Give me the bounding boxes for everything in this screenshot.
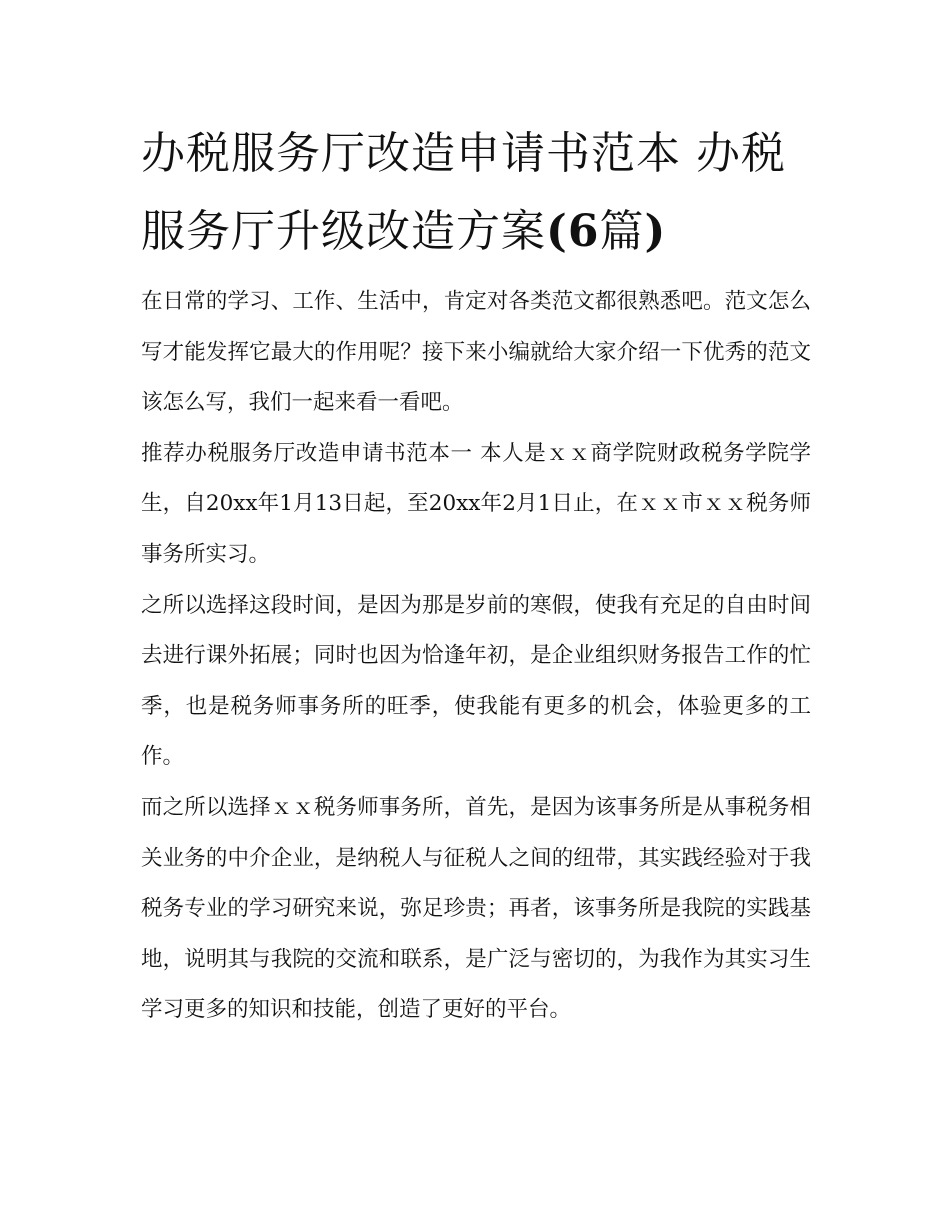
- title-count-unit: 篇: [599, 206, 645, 257]
- document-page: [141, 115, 811, 1036]
- body-paragraph-2: 之所以选择这段时间，是因为那是岁前的寒假，使我有充足的自由时间去进行课外拓展；同时也因为恰逢年初，是企业组织财务报告工作的忙季，也是税务师事务所的旺季，使我能有更多的机会，体验更多的工作。: [141, 592, 811, 770]
- document-title: [141, 115, 811, 271]
- intro-paragraph: 在日常的学习、工作、生活中，肯定对各类范文都很熟悉吧。范文怎么写才能发挥它最大的作用呢？接下来小编就给大家介绍一下优秀的范文该怎么写，我们一起来看一看吧。: [141, 289, 811, 416]
- title-count-close: ): [644, 206, 667, 257]
- title-count-open: (6: [546, 206, 600, 257]
- title-text: 办税服务厅改造申请书范本 办税服务厅升级改造方案: [141, 128, 786, 257]
- body-paragraph-3: 而之所以选择ｘｘ税务师事务所，首先，是因为该事务所是从事税务相关业务的中介企业，是纳税人与征税人之间的纽带，其实践经验对于我税务专业的学习研究来说，弥足珍贵；再者，该事务所是我院的实践基地，说明其与我院的交流和联系，是广泛与密切的，为我作为其实习生学习更多的知识和技能，创造了更好的平台。: [141, 794, 811, 1023]
- body-paragraph-1: 推荐办税服务厅改造申请书范本一 本人是ｘｘ商学院财政税务学院学生，自20xx年1月13日起，至20xx年2月1日止，在ｘｘ市ｘｘ税务师事务所实习。: [141, 440, 811, 567]
